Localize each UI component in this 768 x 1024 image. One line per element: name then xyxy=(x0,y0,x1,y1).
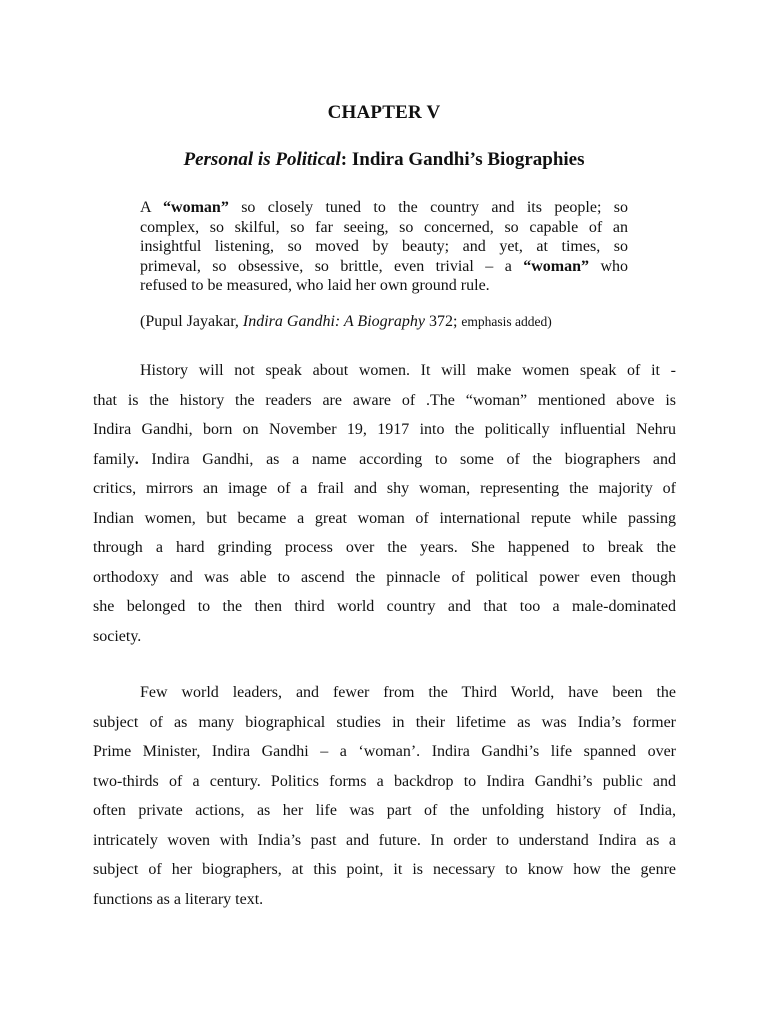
paragraph-line: orthodoxy and was able to ascend the pinnacle of political power even though xyxy=(93,568,676,586)
paragraph-line: subject of her biographers, at this point, it is necessary to know how the genre xyxy=(93,861,676,878)
chapter-heading: CHAPTER V xyxy=(327,102,441,123)
paragraph-line: she belonged to the then third world country and that too a male-dominated xyxy=(93,598,676,615)
paragraph-line: Prime Minister, Indira Gandhi – a ‘woman’. Indira Gandhi’s life spanned over xyxy=(93,743,676,760)
paragraph-line: two-thirds of a century. Politics forms a backdrop to Indira Gandhi’s public and xyxy=(93,772,676,790)
paragraph-line: Indian women, but became a great woman of international repute while passing xyxy=(93,509,676,527)
epigraph-quote xyxy=(140,198,628,296)
epigraph-emphasis: “woman” xyxy=(163,199,229,216)
epigraph-text: A xyxy=(140,199,164,216)
paragraph-line xyxy=(93,445,676,475)
paragraph-line: society. xyxy=(93,627,142,645)
citation-page: 372; xyxy=(424,313,462,330)
epigraph-line xyxy=(140,198,628,218)
epigraph-text: so closely tuned to the country and its people; so xyxy=(228,199,629,216)
citation-book-title: Indira Gandhi: A Biography xyxy=(242,313,425,330)
paragraph-line: Few world leaders, and fewer from the Third World, have been the xyxy=(140,684,676,701)
paragraph-line: that is the history the readers are aware of .The “woman” mentioned above is xyxy=(93,391,676,409)
paragraph-line: critics, mirrors an image of a frail and shy woman, representing the majority of xyxy=(93,480,676,497)
epigraph-line: complex, so skilful, so far seeing, so concerned, so capable of an xyxy=(140,218,628,236)
epigraph-text: primeval, so obsessive, so brittle, even trivial – a xyxy=(140,257,524,275)
epigraph-line xyxy=(140,257,628,277)
chapter-title-rest: : Indira Gandhi’s Biographies xyxy=(340,149,585,170)
paragraph-bold-period: . xyxy=(134,450,139,468)
epigraph-emphasis: “woman” xyxy=(523,257,590,275)
citation-author: (Pupul Jayakar, xyxy=(140,313,243,330)
citation-note: emphasis added) xyxy=(461,314,552,329)
body-paragraph-2 xyxy=(93,678,676,914)
chapter-title xyxy=(0,149,768,171)
paragraph-line: often private actions, as her life was part of the unfolding history of India, xyxy=(93,802,676,819)
paragraph-line: through a hard grinding process over the years. She happened to break the xyxy=(93,539,676,556)
epigraph-line: refused to be measured, who laid her own ground rule. xyxy=(140,277,490,295)
paragraph-line: History will not speak about women. It will make women speak of it - xyxy=(140,362,676,379)
paragraph-line: intricately woven with India’s past and future. In order to understand Indira as a xyxy=(93,831,676,849)
paragraph-text: Indira Gandhi, as a name according to some of the biographers and xyxy=(138,450,676,468)
body-paragraph-1 xyxy=(93,356,676,651)
epigraph-line: insightful listening, so moved by beauty; and yet, at times, so xyxy=(140,238,628,256)
epigraph-text: who xyxy=(589,257,628,275)
chapter-title-italic: Personal is Political xyxy=(183,149,341,170)
paragraph-line: Indira Gandhi, born on November 19, 1917 into the politically influential Nehru xyxy=(93,421,676,438)
epigraph-citation xyxy=(140,313,552,331)
paragraph-line: functions as a literary text. xyxy=(93,890,264,908)
paragraph-line: subject of as many biographical studies in their lifetime as was India’s former xyxy=(93,713,676,731)
paragraph-text: family xyxy=(93,450,135,468)
